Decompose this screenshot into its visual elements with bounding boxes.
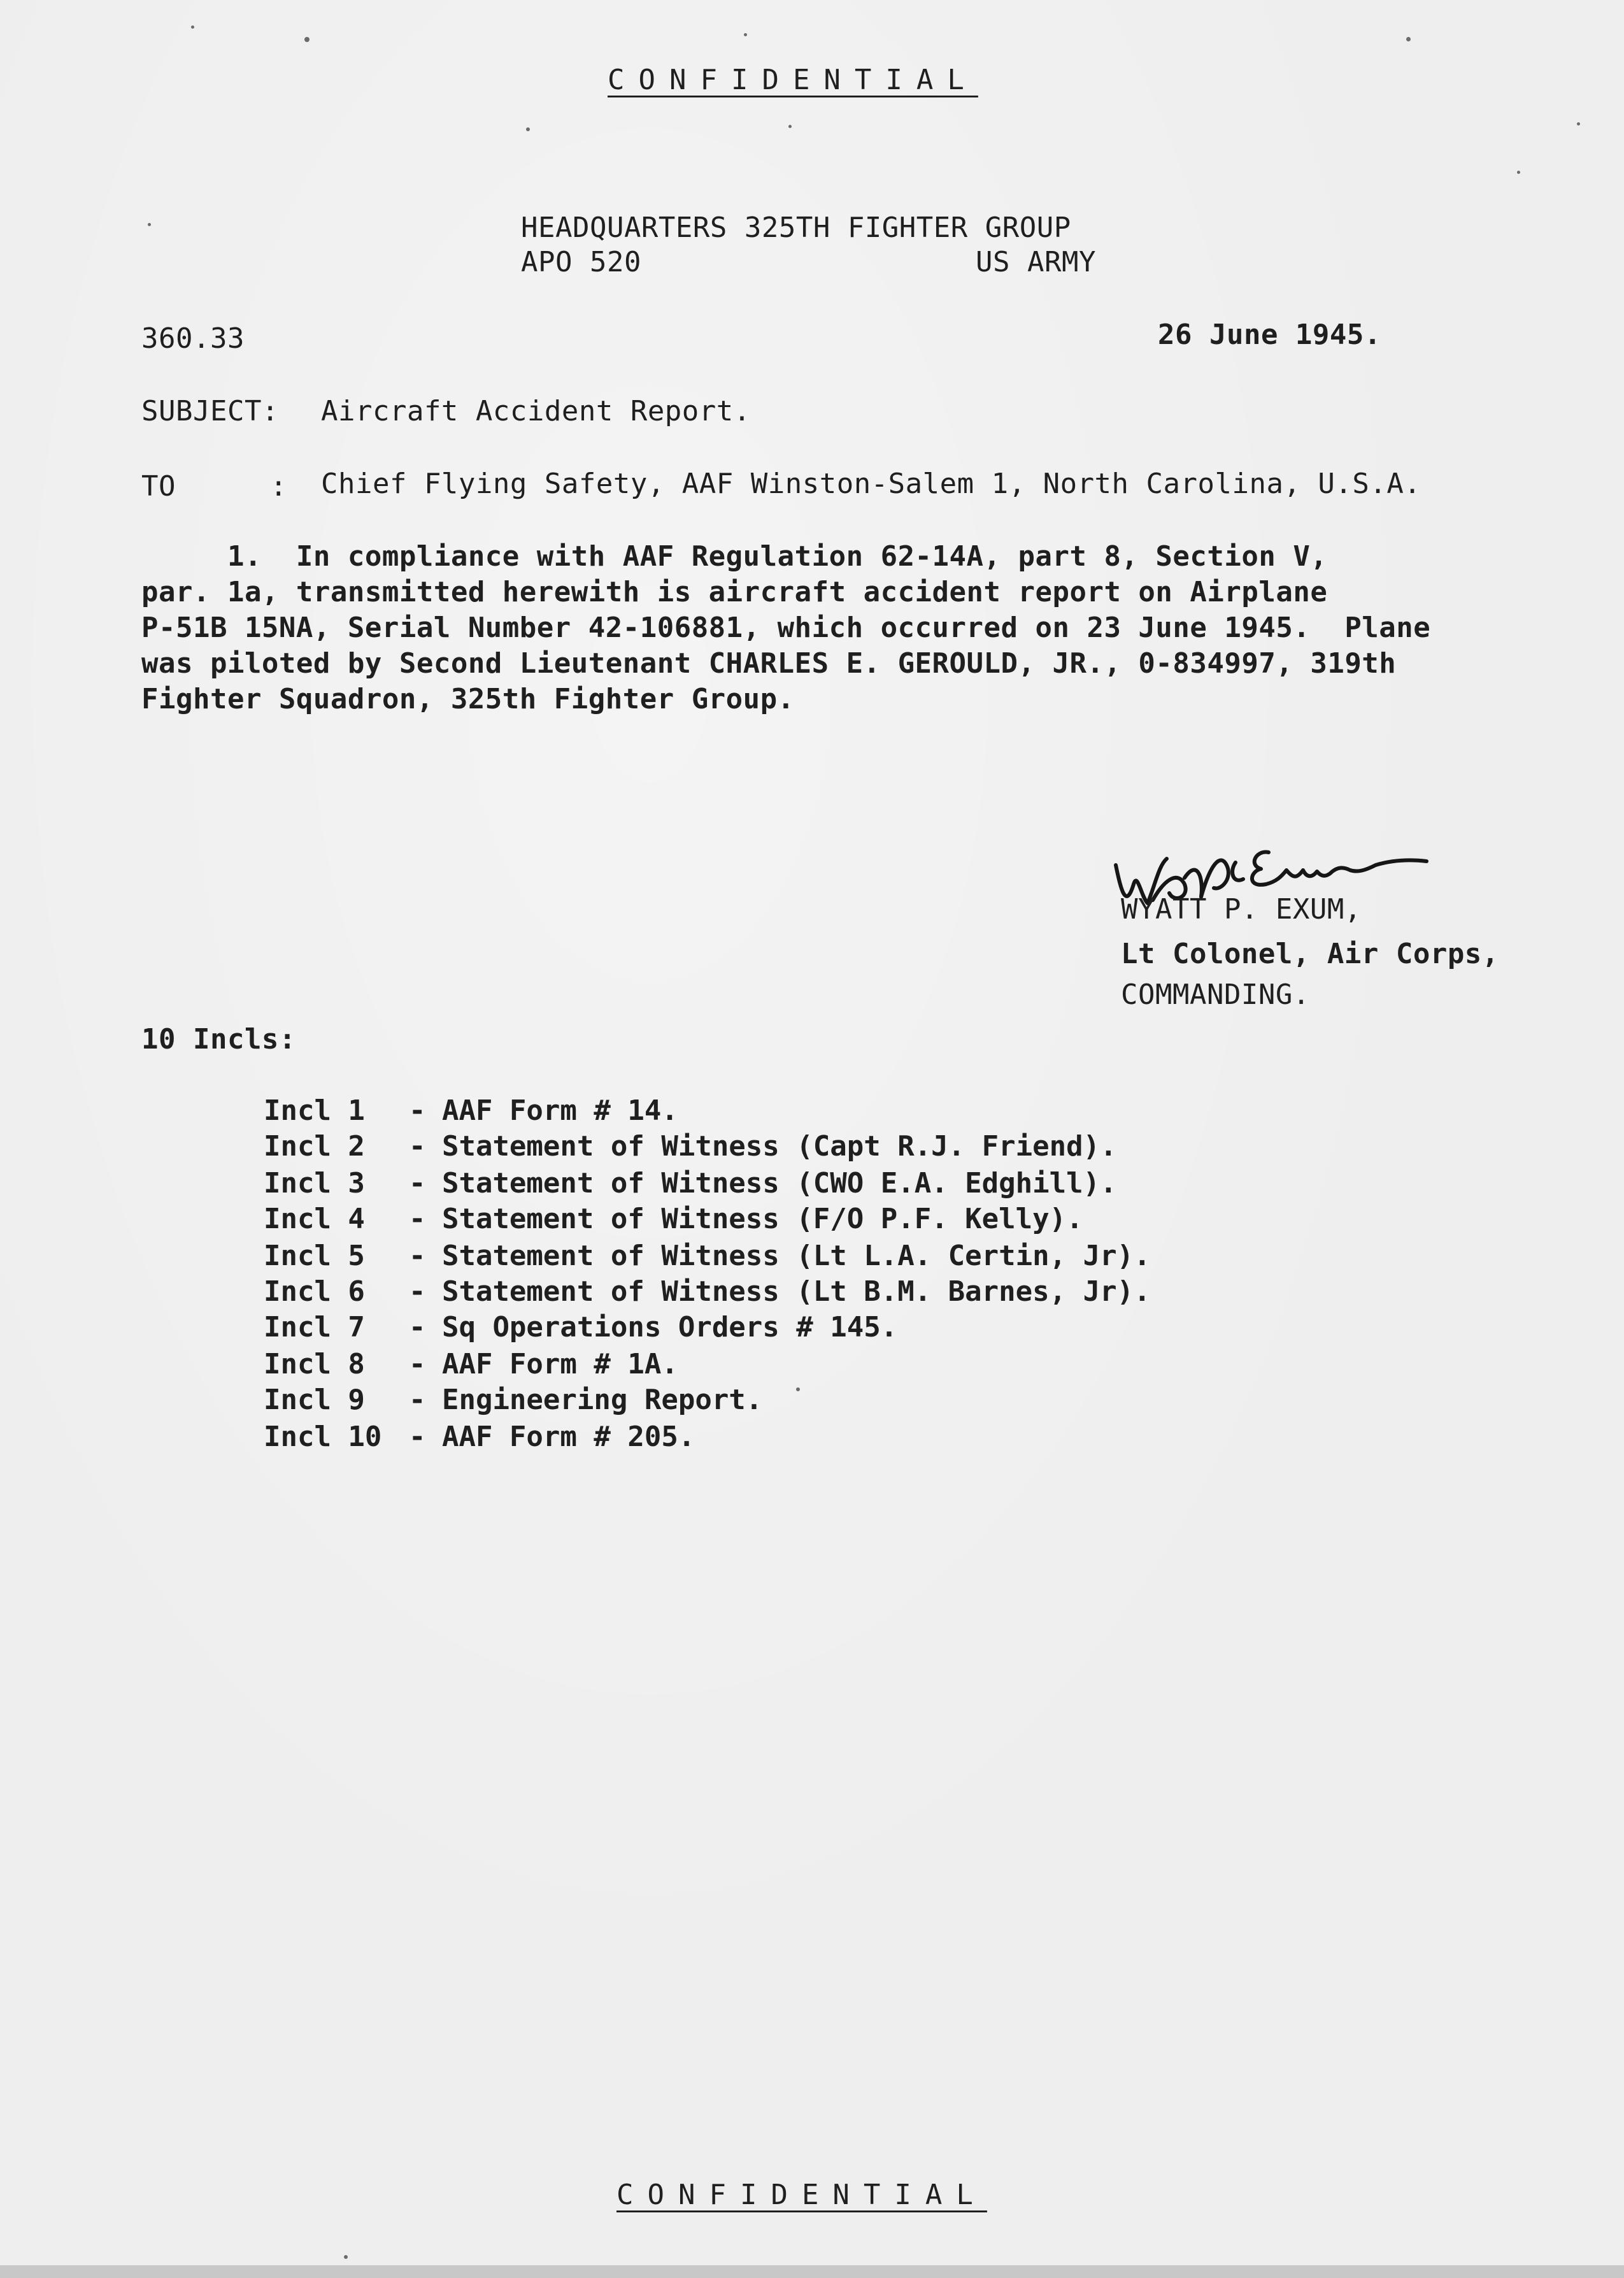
inclosure-text: Statement of Witness (Lt B.M. Barnes, Jr).	[441, 1275, 1151, 1308]
signatory-title: COMMANDING.	[1121, 978, 1310, 1011]
dust-speck	[344, 2255, 348, 2259]
letterhead-apo: APO 520	[521, 246, 641, 278]
inclosure-text: AAF Form # 205.	[441, 1421, 695, 1453]
inclosure-number: Incl 4	[263, 1203, 365, 1235]
inclosure-dash: -	[408, 1130, 426, 1163]
dust-speck	[744, 33, 747, 36]
inclosure-text: Statement of Witness (Capt R.J. Friend).	[441, 1130, 1117, 1163]
inclosure-text: Statement of Witness (CWO E.A. Edghill).	[441, 1167, 1117, 1200]
inclosure-number: Incl 8	[263, 1348, 365, 1380]
file-number: 360.33	[141, 322, 245, 355]
inclosures-header: 10 Incls:	[141, 1023, 296, 1056]
to-value: Chief Flying Safety, AAF Winston-Salem 1, North Carolina, U.S.A.	[321, 468, 1421, 500]
body-line: Fighter Squadron, 325th Fighter Group.	[141, 683, 795, 715]
inclosure-number: Incl 1	[263, 1094, 365, 1127]
inclosure-number: Incl 2	[263, 1130, 365, 1163]
inclosure-number: Incl 7	[263, 1311, 365, 1343]
signatory-name: WYATT P. EXUM,	[1121, 893, 1362, 926]
to-colon: :	[270, 470, 287, 503]
inclosure-dash: -	[408, 1094, 426, 1127]
letterhead-headquarters: HEADQUARTERS 325TH FIGHTER GROUP	[521, 211, 1071, 244]
dust-speck	[526, 127, 530, 131]
inclosure-dash: -	[408, 1421, 426, 1453]
inclosure-text: Engineering Report.	[441, 1384, 763, 1416]
inclosure-dash: -	[408, 1348, 426, 1380]
subject-label: SUBJECT:	[141, 395, 279, 427]
inclosure-dash: -	[408, 1203, 426, 1235]
dust-speck	[1406, 37, 1411, 41]
body-line: was piloted by Second Lieutenant CHARLES E. GEROULD, JR., 0-834997, 319th	[141, 647, 1397, 680]
inclosure-text: Statement of Witness (Lt L.A. Certin, Jr).	[441, 1240, 1151, 1272]
inclosure-text: Sq Operations Orders # 145.	[441, 1311, 898, 1343]
dust-speck	[191, 25, 194, 29]
inclosure-text: Statement of Witness (F/O P.F. Kelly).	[441, 1203, 1083, 1235]
inclosure-text: AAF Form # 1A.	[441, 1348, 678, 1380]
body-line: par. 1a, transmitted herewith is aircraft accident report on Airplane	[141, 576, 1328, 608]
inclosure-dash: -	[408, 1384, 426, 1416]
subject-value: Aircraft Accident Report.	[321, 395, 751, 427]
letter-date: 26 June 1945.	[1158, 319, 1381, 351]
scan-bottom-edge	[0, 2265, 1624, 2278]
inclosure-dash: -	[408, 1240, 426, 1272]
dust-speck	[1517, 171, 1520, 174]
signatory-rank: Lt Colonel, Air Corps,	[1121, 938, 1499, 970]
inclosure-number: Incl 9	[263, 1384, 365, 1416]
inclosure-text: AAF Form # 14.	[441, 1094, 678, 1127]
to-label: TO	[141, 470, 176, 503]
letterhead-army: US ARMY	[976, 246, 1096, 278]
inclosure-number: Incl 5	[263, 1240, 365, 1272]
classification-bottom: CONFIDENTIAL	[616, 2179, 987, 2211]
dust-speck	[304, 37, 310, 42]
dust-speck	[788, 125, 792, 128]
inclosure-dash: -	[408, 1311, 426, 1343]
body-line: P-51B 15NA, Serial Number 42-106881, which occurred on 23 June 1945. Plane	[141, 612, 1431, 644]
inclosure-dash: -	[408, 1167, 426, 1200]
body-line: 1. In compliance with AAF Regulation 62-14A, part 8, Section V,	[141, 540, 1328, 573]
dust-speck	[148, 223, 151, 226]
inclosure-number: Incl 3	[263, 1167, 365, 1200]
classification-top: CONFIDENTIAL	[608, 64, 978, 96]
dust-speck	[1577, 122, 1580, 125]
inclosure-dash: -	[408, 1275, 426, 1308]
inclosure-number: Incl 10	[263, 1421, 382, 1453]
dust-speck	[796, 1387, 800, 1391]
inclosure-number: Incl 6	[263, 1275, 365, 1308]
inclosure-item	[196, 1384, 695, 1491]
